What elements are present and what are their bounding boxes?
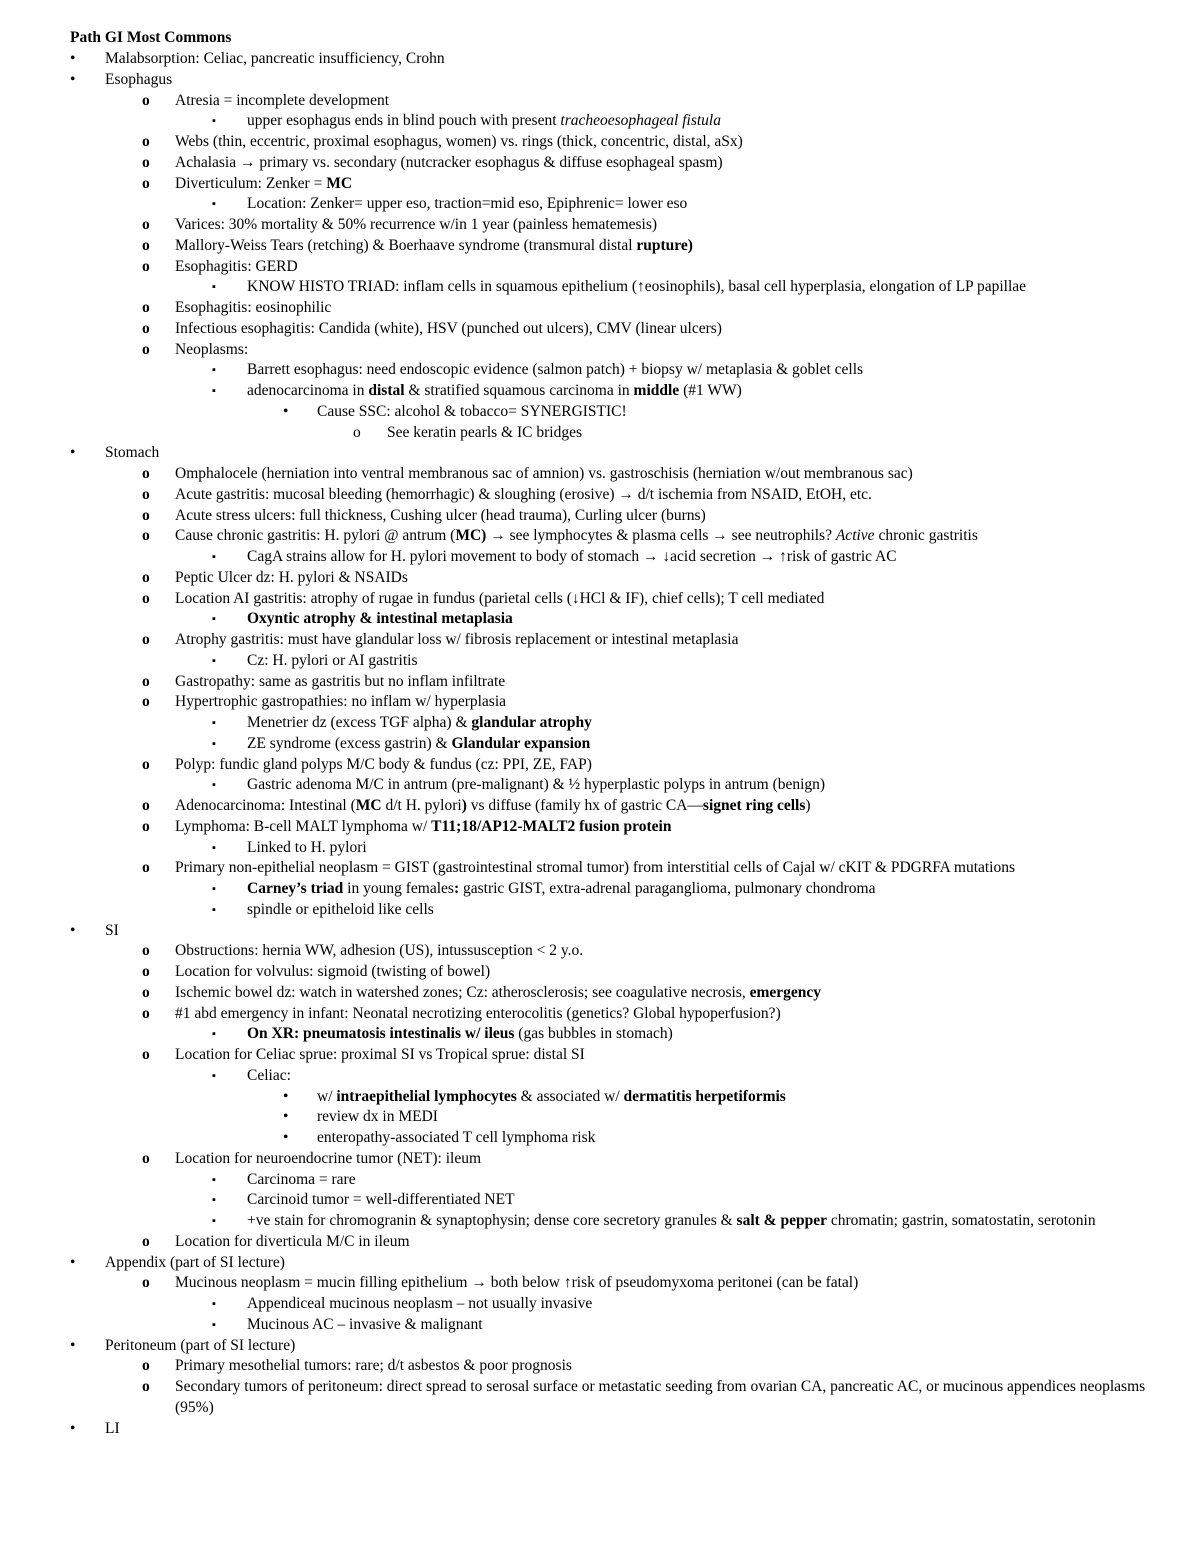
bullet-marker-icon: o (142, 859, 150, 877)
list-item (70, 692, 1160, 713)
text-run: upper esophagus ends in blind pouch with present (247, 112, 561, 130)
list-item-text: Achalasia → primary vs. secondary (nutcracker esophagus & diffuse esophageal spasm) (175, 153, 723, 171)
list-item (70, 1170, 1160, 1191)
bullet-marker-icon: o (142, 174, 150, 192)
list-item (70, 1253, 1160, 1274)
list-item (70, 194, 1160, 215)
bullet-marker-icon: ▪ (212, 1298, 216, 1310)
text-run: middle (633, 382, 680, 399)
text-run: intraepithelial lymphocytes (336, 1087, 517, 1105)
text-run: Ischemic bowel dz: watch in watershed zones; Cz: atherosclerosis; see coagulative necrosis, (175, 983, 750, 1001)
list-item (70, 983, 1160, 1004)
list-item-text (175, 526, 1160, 547)
bullet-marker-icon: ▪ (212, 198, 216, 211)
list-item (70, 360, 1160, 381)
text-run: MC (326, 174, 353, 192)
list-item-text (247, 1024, 1160, 1045)
list-item-text: spindle or epitheloid like cells (247, 900, 434, 918)
text-run: ) (805, 797, 811, 814)
text-run: MC) (455, 527, 487, 545)
bullet-marker-icon: • (70, 70, 76, 88)
list-item-text (247, 1211, 1160, 1232)
list-item-text: Obstructions: hernia WW, adhesion (US), intussusception < 2 y.o. (175, 942, 584, 960)
bullet-marker-icon: ▪ (212, 903, 216, 916)
list-item-text (247, 734, 1160, 755)
bullet-marker-icon: o (353, 423, 361, 441)
list-item-text: Mucinous AC – invasive & malignant (247, 1315, 483, 1333)
list-item-text: Location for neuroendocrine tumor (NET): ileum (175, 1149, 482, 1167)
list-item-text: LI (105, 1419, 120, 1437)
list-item-text: Polyp: fundic gland polyps M/C body & fundus (cz: PPI, ZE, FAP) (175, 755, 592, 773)
list-item-text: Cz: H. pylori or AI gastritis (247, 651, 418, 669)
list-item (70, 526, 1160, 547)
text-run: T11;18/AP12-MALT2 fusion protein (431, 817, 672, 835)
list-item (70, 1419, 1160, 1440)
list-item (70, 609, 1160, 630)
text-run: Menetrier dz (excess TGF alpha) & (247, 714, 472, 731)
text-run: ) (461, 797, 467, 814)
text-run: gastric GIST, extra-adrenal paraganglioma, pulmonary chondroma (459, 880, 876, 897)
list-item (70, 941, 1160, 962)
list-item (70, 796, 1160, 817)
list-item (70, 1211, 1160, 1232)
bullet-marker-icon: o (142, 1378, 150, 1395)
list-item-text: Location for Celiac sprue: proximal SI vs Tropical sprue: distal SI (175, 1046, 585, 1063)
bullet-marker-icon: ▪ (212, 613, 216, 626)
text-run: Diverticulum: Zenker = (175, 174, 327, 192)
list-item-text: Webs (thin, eccentric, proximal esophagus, women) vs. rings (thick, concentric, distal, aSx) (175, 133, 743, 150)
list-item-text: Peritoneum (part of SI lecture) (105, 1336, 296, 1354)
list-item-text (247, 381, 1160, 402)
list-item (70, 775, 1160, 796)
bullet-marker-icon: o (142, 299, 150, 316)
list-item-text (317, 1087, 1160, 1108)
list-item-text: Location AI gastritis: atrophy of rugae in fundus (parietal cells (↓HCl & IF), chief cells); T cell mediated (175, 589, 825, 607)
list-item (70, 91, 1160, 112)
list-item-text: Appendiceal mucinous neoplasm – not usually invasive (247, 1295, 593, 1312)
bullet-marker-icon: • (70, 1336, 76, 1354)
list-item-text: KNOW HISTO TRIAD: inflam cells in squamous epithelium (↑eosinophils), basal cell hyperplasia, elongation of LP papillae (247, 278, 1027, 296)
text-run: salt & pepper (736, 1212, 827, 1229)
text-run: Cause chronic gastritis: H. pylori @ antrum ( (175, 527, 456, 545)
list-item-text (247, 713, 1160, 734)
list-item (70, 734, 1160, 755)
list-item (70, 817, 1160, 838)
bullet-marker-icon: o (142, 797, 150, 814)
list-item (70, 547, 1160, 568)
list-item (70, 277, 1160, 298)
bullet-marker-icon: o (142, 817, 150, 835)
bullet-marker-icon: • (70, 1253, 76, 1271)
list-item (70, 858, 1160, 879)
list-item (70, 1024, 1160, 1045)
list-item (70, 506, 1160, 527)
list-item (70, 402, 1160, 423)
bullet-marker-icon: • (70, 444, 76, 462)
bullet-marker-icon: o (142, 755, 150, 773)
bullet-marker-icon: ▪ (212, 364, 216, 377)
list-item (70, 236, 1160, 257)
text-run: & associated w/ (516, 1087, 624, 1105)
list-item (70, 443, 1160, 464)
list-item-text: #1 abd emergency in infant: Neonatal necrotizing enterocolitis (genetics? Global hypoperfusion?) (175, 1004, 781, 1022)
list-item-text: Appendix (part of SI lecture) (105, 1253, 285, 1271)
list-item-text: Location: Zenker= upper eso, traction=mid eso, Epiphrenic= lower eso (247, 195, 688, 213)
bullet-marker-icon: ▪ (212, 115, 216, 128)
list-item-text: review dx in MEDI (317, 1108, 438, 1126)
text-run: in young females (343, 880, 454, 897)
text-run: Carney’s triad (247, 880, 344, 897)
list-item-text: Infectious esophagitis: Candida (white), HSV (punched out ulcers), CMV (linear ulcers) (175, 319, 722, 337)
list-item (70, 921, 1160, 942)
bullet-marker-icon: ▪ (212, 1194, 216, 1207)
list-item (70, 485, 1160, 506)
bullet-marker-icon: ▪ (212, 1028, 216, 1041)
list-item-text: Hypertrophic gastropathies: no inflam w/ hyperplasia (175, 693, 507, 711)
list-item-text (175, 796, 1160, 817)
list-item (70, 1149, 1160, 1170)
bullet-marker-icon: o (142, 983, 150, 1001)
list-item-text: Mucinous neoplasm = mucin filling epithelium → both below ↑risk of pseudomyxoma peritonei (can be fatal) (175, 1274, 859, 1292)
text-run: vs diffuse (family hx of gastric CA— (466, 797, 703, 814)
text-run: On XR: pneumatosis intestinalis w/ ileus (247, 1025, 515, 1043)
bullet-marker-icon: o (142, 257, 150, 275)
list-item (70, 1356, 1160, 1377)
bullet-marker-icon: o (142, 1046, 150, 1063)
text-run: → see lymphocytes & plasma cells → see neutrophils? (486, 527, 836, 545)
text-run: MC (355, 797, 382, 814)
outline-list (70, 49, 1160, 1439)
bullet-marker-icon: • (70, 1419, 76, 1437)
text-run: & stratified squamous carcinoma in (404, 382, 634, 399)
bullet-marker-icon: ▪ (212, 841, 216, 854)
bullet-marker-icon: ▪ (212, 1173, 216, 1186)
text-run: chromatin; gastrin, somatostatin, serotonin (826, 1212, 1096, 1229)
bullet-marker-icon: o (142, 1357, 150, 1375)
list-item-text (247, 609, 1160, 630)
list-item (70, 568, 1160, 589)
list-item-text: Varices: 30% mortality & 50% recurrence w/in 1 year (painless hematemesis) (175, 216, 658, 233)
text-run: d/t H. pylori (381, 797, 462, 814)
list-item-text: Carcinoid tumor = well-differentiated NET (247, 1191, 515, 1209)
text-run: distal (368, 382, 405, 399)
list-item-text: Location for volvulus: sigmoid (twisting of bowel) (175, 963, 491, 980)
list-item-text (175, 236, 1160, 257)
list-item (70, 1273, 1160, 1294)
bullet-marker-icon: o (142, 506, 150, 524)
list-item (70, 215, 1160, 236)
bullet-marker-icon: o (142, 216, 150, 233)
bullet-marker-icon: o (142, 485, 150, 503)
text-run: ZE syndrome (excess gastrin) & (247, 734, 452, 752)
bullet-marker-icon: • (283, 1129, 289, 1146)
bullet-marker-icon: o (142, 568, 150, 586)
list-item (70, 1128, 1160, 1149)
list-item-text (175, 983, 1160, 1004)
list-item-text: Peptic Ulcer dz: H. pylori & NSAIDs (175, 568, 408, 586)
text-run: (#1 WW) (679, 382, 742, 399)
bullet-marker-icon: o (142, 942, 150, 960)
page-title: Path GI Most Commons (70, 29, 232, 46)
bullet-marker-icon: ▪ (212, 737, 216, 750)
list-item (70, 111, 1160, 132)
bullet-marker-icon: o (142, 693, 150, 711)
text-run: Active (835, 527, 875, 545)
list-item-text: Esophagitis: eosinophilic (175, 299, 332, 316)
bullet-marker-icon: • (70, 921, 76, 939)
list-item (70, 1232, 1160, 1253)
text-run: (gas bubbles in stomach) (514, 1025, 673, 1043)
list-item-text: enteropathy-associated T cell lymphoma risk (317, 1129, 596, 1146)
bullet-marker-icon: ▪ (212, 883, 216, 895)
bullet-marker-icon: ▪ (212, 779, 216, 792)
list-item-text: Barrett esophagus: need endoscopic evidence (salmon patch) + biopsy w/ metaplasia & goblet cells (247, 361, 864, 379)
list-item (70, 298, 1160, 319)
list-item-text: See keratin pearls & IC bridges (387, 423, 582, 441)
list-item (70, 630, 1160, 651)
list-item (70, 1087, 1160, 1108)
text-run: Mallory-Weiss Tears (retching) & Boerhaave syndrome (transmural distal (175, 236, 637, 254)
list-item (70, 1377, 1160, 1419)
text-run: emergency (749, 983, 822, 1001)
bullet-marker-icon: o (142, 153, 150, 171)
list-item (70, 319, 1160, 340)
list-item-text (247, 879, 1160, 900)
bullet-marker-icon: ▪ (212, 1069, 216, 1082)
list-item (70, 340, 1160, 361)
list-item-text: Primary non-epithelial neoplasm = GIST (gastrointestinal stromal tumor) from interstitial cells of Cajal w/ cKIT & PDGRFA mutations (175, 859, 1016, 877)
list-item-text: Cause SSC: alcohol & tobacco= SYNERGISTIC! (317, 402, 627, 420)
list-item-text: Esophagitis: GERD (175, 257, 298, 275)
bullet-marker-icon: o (142, 527, 150, 545)
text-run: +ve stain for chromogranin & synaptophysin; dense core secretory granules & (247, 1212, 737, 1229)
list-item-text: Stomach (105, 444, 160, 462)
list-item-text: CagA strains allow for H. pylori movement to body of stomach → ↓acid secretion → ↑risk of gastric AC (247, 548, 897, 565)
list-item (70, 1190, 1160, 1211)
list-item (70, 381, 1160, 402)
list-item (70, 962, 1160, 983)
list-item (70, 589, 1160, 610)
bullet-marker-icon: o (142, 589, 150, 607)
bullet-marker-icon: ▪ (212, 281, 216, 294)
text-run: Lymphoma: B-cell MALT lymphoma w/ (175, 817, 432, 835)
bullet-marker-icon: o (142, 465, 150, 482)
list-item (70, 1294, 1160, 1315)
list-item (70, 713, 1160, 734)
bullet-marker-icon: o (142, 1004, 150, 1022)
list-item-text: Malabsorption: Celiac, pancreatic insufficiency, Crohn (105, 50, 445, 67)
list-item-text (175, 174, 1160, 195)
list-item-text: Acute stress ulcers: full thickness, Cushing ulcer (head trauma), Curling ulcer (burns) (175, 506, 706, 524)
list-item (70, 257, 1160, 278)
list-item (70, 1066, 1160, 1087)
list-item (70, 900, 1160, 921)
bullet-marker-icon: o (142, 319, 150, 337)
list-item (70, 1004, 1160, 1025)
list-item-text: Celiac: (247, 1066, 291, 1084)
list-item (70, 1107, 1160, 1128)
text-run: Oxyntic atrophy & intestinal metaplasia (247, 610, 513, 628)
list-item-text: Omphalocele (herniation into ventral membranous sac of amnion) vs. gastroschisis (herniation w/out membranous sac) (175, 465, 913, 482)
bullet-marker-icon: • (283, 402, 289, 420)
list-item (70, 70, 1160, 91)
list-item (70, 464, 1160, 485)
list-item (70, 1045, 1160, 1066)
bullet-marker-icon: ▪ (212, 551, 216, 563)
list-item-text: SI (105, 921, 119, 939)
bullet-marker-icon: • (283, 1087, 289, 1105)
list-item (70, 651, 1160, 672)
bullet-marker-icon: o (142, 963, 150, 980)
list-item-text: Acute gastritis: mucosal bleeding (hemorrhagic) & sloughing (erosive) → d/t ischemia from NSAID, EtOH, etc. (175, 485, 872, 503)
text-run: dermatitis herpetiformis (623, 1087, 786, 1105)
list-item-text: Neoplasms: (175, 340, 249, 358)
bullet-marker-icon: • (70, 50, 76, 67)
text-run: rupture) (636, 236, 693, 254)
text-run: w/ (317, 1087, 337, 1105)
text-run: adenocarcinoma in (247, 382, 369, 399)
list-item-text: Gastric adenoma M/C in antrum (pre-malignant) & ½ hyperplastic polyps in antrum (benign) (247, 776, 826, 794)
list-item-text: Linked to H. pylori (247, 838, 367, 856)
bullet-marker-icon: o (142, 236, 150, 254)
text-run: Adenocarcinoma: Intestinal ( (175, 797, 356, 814)
list-item-text: Primary mesothelial tumors: rare; d/t asbestos & poor prognosis (175, 1357, 572, 1375)
bullet-marker-icon: ▪ (212, 717, 216, 729)
text-run: tracheoesophageal fistula (560, 112, 721, 130)
list-item-text: Esophagus (105, 70, 173, 88)
list-item-text: Secondary tumors of peritoneum: direct spread to serosal surface or metastatic seeding from ovarian CA, pancreatic AC, or mucinous appendices neoplasms (95%) (175, 1378, 1146, 1416)
list-item (70, 838, 1160, 859)
bullet-marker-icon: ▪ (212, 385, 216, 397)
bullet-marker-icon: o (142, 1274, 150, 1292)
list-item-text (247, 111, 1160, 132)
list-item-text: Location for diverticula M/C in ileum (175, 1232, 410, 1250)
list-item-text: Gastropathy: same as gastritis but no inflam infiltrate (175, 672, 506, 690)
list-item-text (175, 817, 1160, 838)
list-item (70, 132, 1160, 153)
bullet-marker-icon: ▪ (212, 1318, 216, 1331)
bullet-marker-icon: o (142, 133, 150, 150)
text-run: : (453, 880, 460, 897)
list-item (70, 755, 1160, 776)
list-item (70, 423, 1160, 444)
bullet-marker-icon: o (142, 1232, 150, 1250)
list-item (70, 879, 1160, 900)
text-run: glandular atrophy (471, 714, 592, 731)
bullet-marker-icon: o (142, 91, 150, 109)
list-item (70, 672, 1160, 693)
list-item (70, 174, 1160, 195)
bullet-marker-icon: o (142, 631, 150, 648)
list-item-text: Atrophy gastritis: must have glandular loss w/ fibrosis replacement or intestinal metaplasia (175, 631, 739, 648)
text-run: chronic gastritis (874, 527, 978, 545)
list-item (70, 153, 1160, 174)
text-run: Glandular expansion (451, 734, 591, 752)
bullet-marker-icon: o (142, 1149, 150, 1167)
list-item (70, 1336, 1160, 1357)
list-item-text: Atresia = incomplete development (175, 91, 390, 109)
list-item (70, 49, 1160, 70)
list-item-text: Carcinoma = rare (247, 1170, 356, 1188)
bullet-marker-icon: o (142, 672, 150, 690)
bullet-marker-icon: ▪ (212, 654, 216, 667)
bullet-marker-icon: • (283, 1108, 289, 1126)
bullet-marker-icon: ▪ (212, 1215, 216, 1227)
bullet-marker-icon: o (142, 340, 150, 358)
list-item (70, 1315, 1160, 1336)
text-run: signet ring cells (702, 797, 806, 814)
